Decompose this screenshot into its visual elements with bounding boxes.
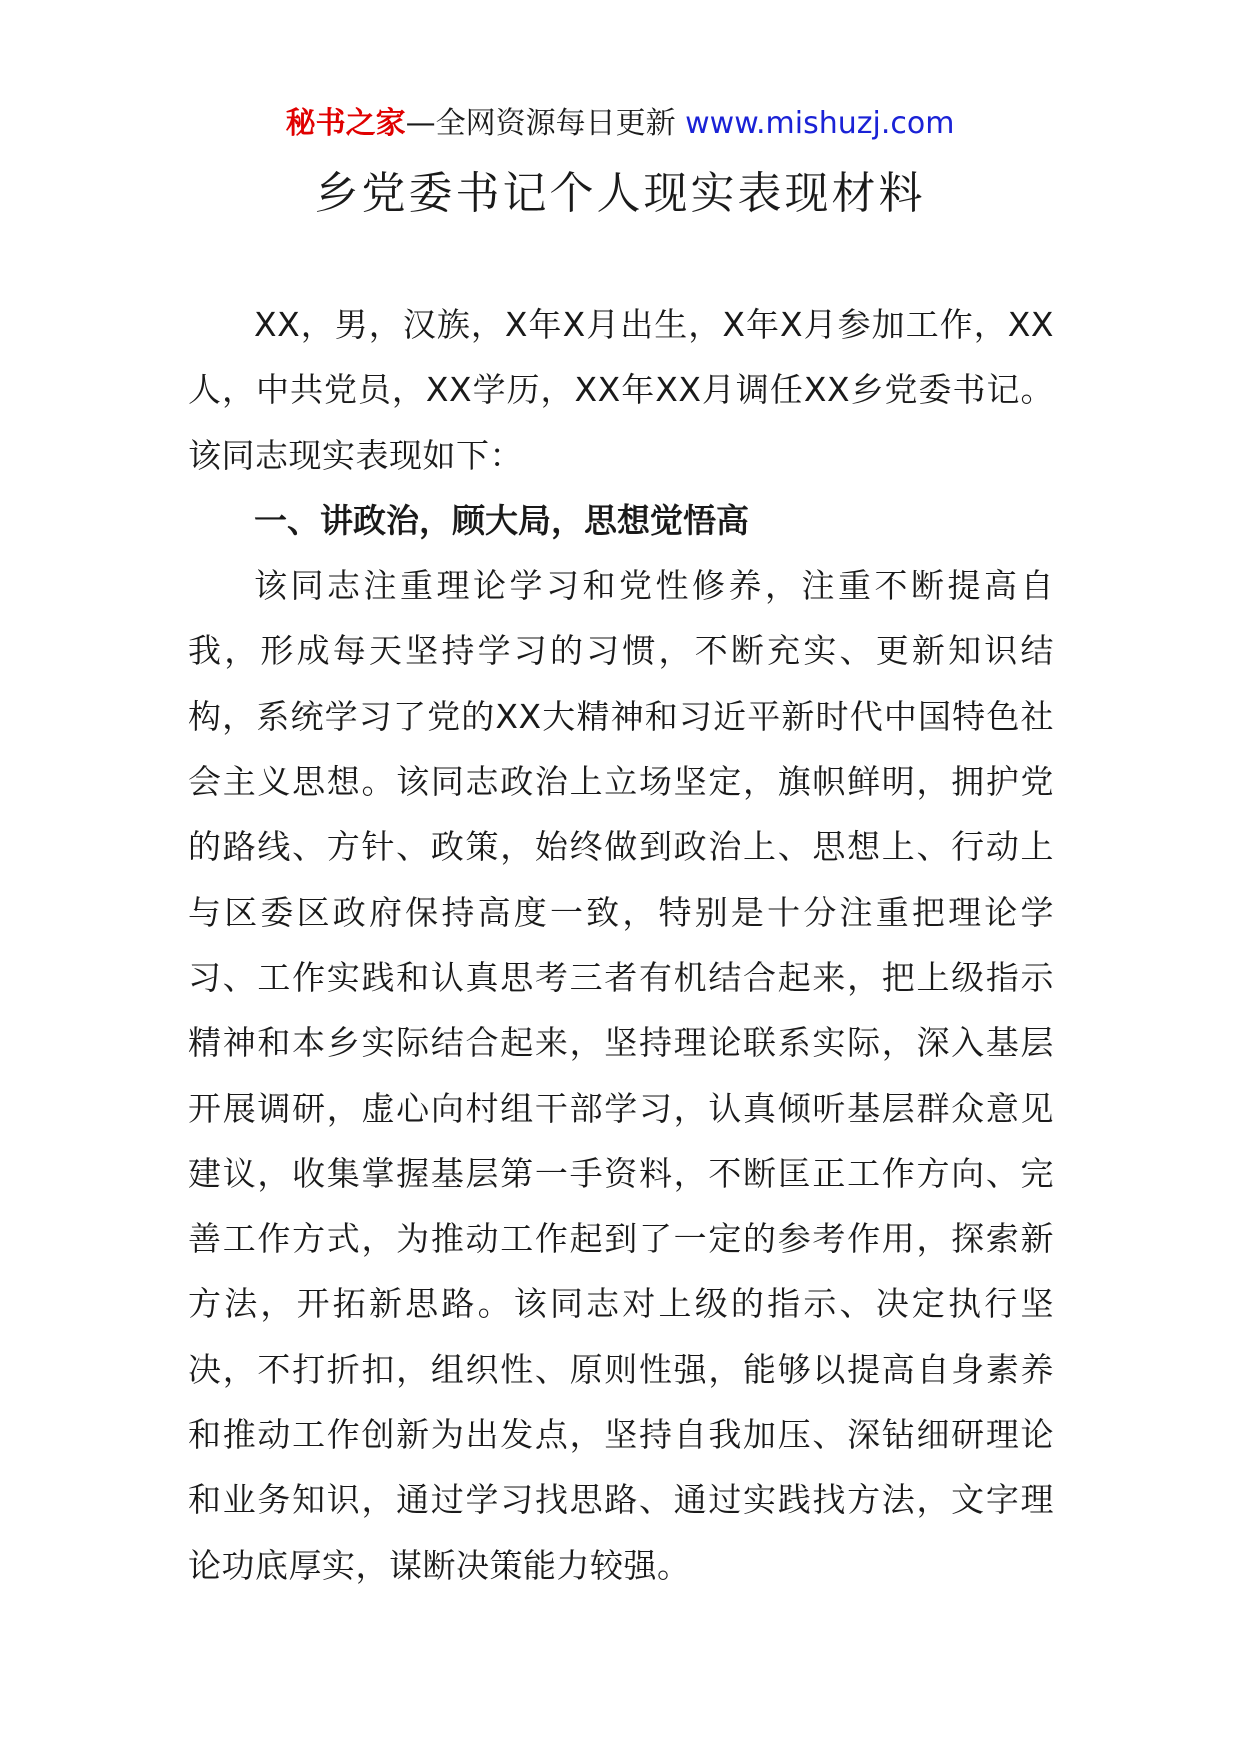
intro-paragraph: XX，男，汉族，X年X月出生，X年X月参加工作，XX人，中共党员，XX学历，XX年XX月调任XX乡党委书记。该同志现实表现如下： — [188, 305, 1054, 475]
document-body — [188, 292, 1054, 1598]
section-heading-1: 一、讲政治，顾大局，思想觉悟高 — [254, 500, 749, 540]
brand-name: 秘书之家 — [285, 106, 406, 141]
document-title: 乡党委书记个人现实表现材料 — [314, 168, 926, 219]
site-url-link[interactable]: www.mishuzj.com — [685, 106, 955, 141]
header-tagline: —全网资源每日更新 — [405, 106, 676, 141]
site-header — [0, 100, 1240, 148]
section-paragraph-1: 该同志注重理论学习和党性修养，注重不断提高自我，形成每天坚持学习的习惯，不断充实、更新知识结构，系统学习了党的XX大精神和习近平新时代中国特色社会主义思想。该同志政治上立场坚定，旗帜鲜明，拥护党的路线、方针、政策，始终做到政治上、思想上、行动上与区委区政府保持高度一致，特别是十分注重把理论学习、工作实践和认真思考三者有机结合起来，把上级指示精神和本乡实际结合起来，坚持理论联系实际，深入基层开展调研，虚心向村组干部学习，认真倾听基层群众意见建议，收集掌握基层第一手资料，不断匡正工作方向、完善工作方式，为推动工作起到了一定的参考作用，探索新方法，开拓新思路。该同志对上级的指示、决定执行坚决，不打折扣，组织性、原则性强，能够以提高自身素养和推动工作创新为出发点，坚持自我加压、深钻细研理论和业务知识，通过学习找思路、通过实践找方法，文字理论功底厚实，谋断决策能力较强。 — [188, 566, 1054, 1585]
